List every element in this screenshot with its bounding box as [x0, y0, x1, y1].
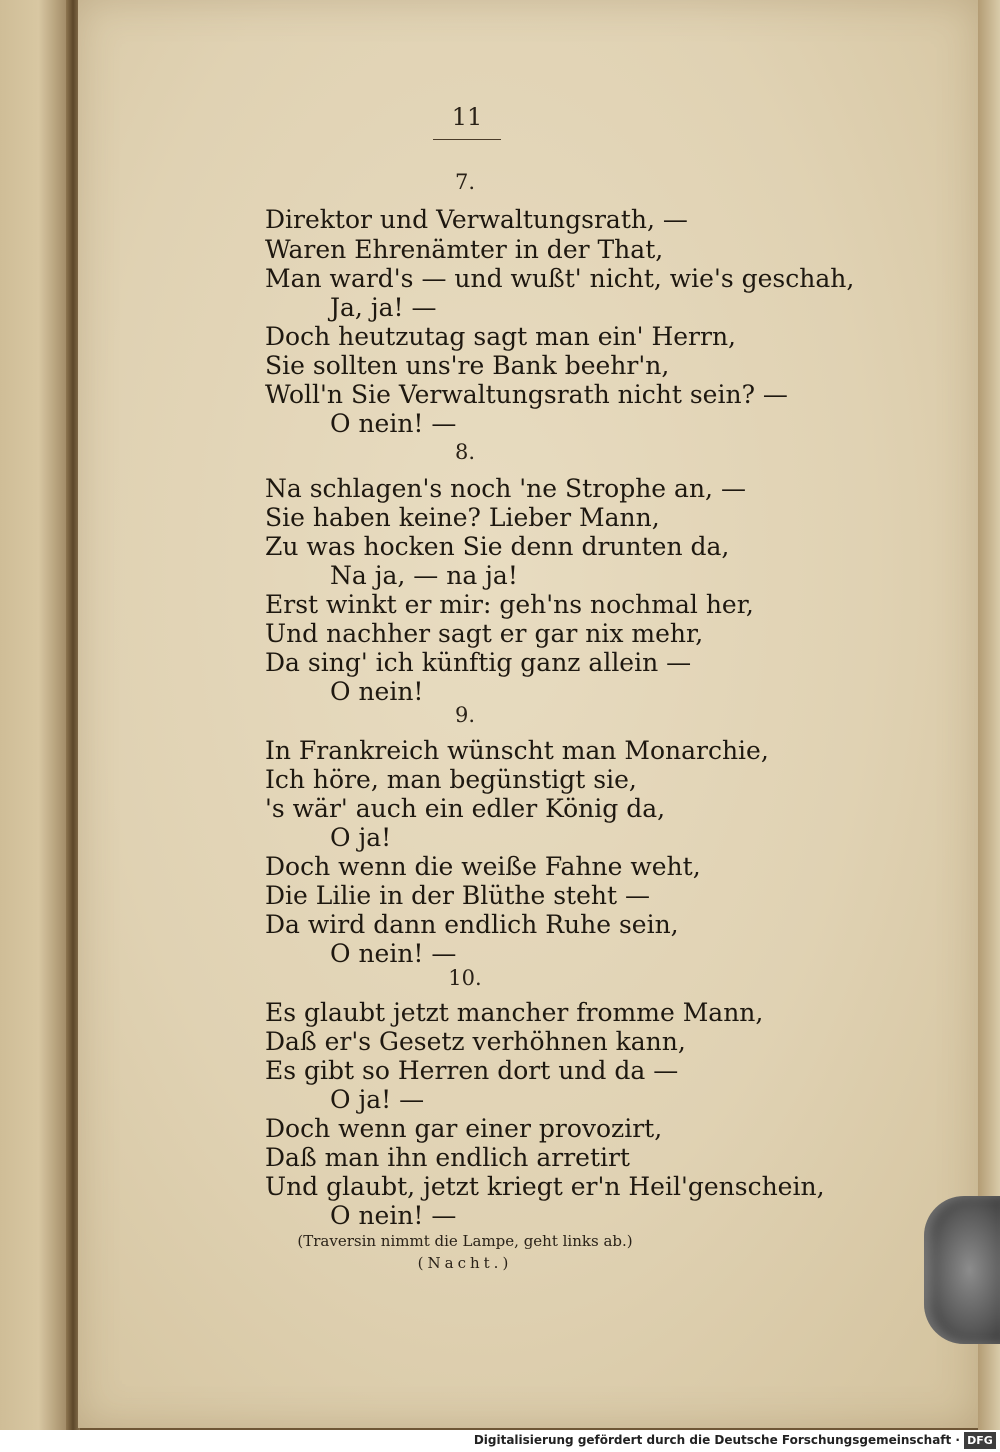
verse-line: Na ja, — na ja! — [330, 561, 518, 590]
verse-line: Es gibt so Herren dort und da — — [265, 1056, 679, 1085]
verse-line: Da sing' ich künftig ganz allein — — [265, 648, 692, 677]
funding-notice: Digitalisierung gefördert durch die Deutsche Forschungsgemeinschaft · — [473, 1433, 960, 1447]
verse-line: O ja! — [330, 823, 392, 852]
verse-line: Erst winkt er mir: geh'ns nochmal her, — [265, 590, 754, 619]
verse-line: O nein! — — [330, 1201, 457, 1230]
verse-line: Und nachher sagt er gar nix mehr, — [265, 619, 704, 648]
left-page-edge — [0, 0, 70, 1430]
verse-line: Ich höre, man begünstigt sie, — [265, 765, 637, 794]
verse-line: Die Lilie in der Blüthe steht — — [265, 881, 650, 910]
verse-line: In Frankreich wünscht man Monarchie, — [265, 736, 769, 765]
verse-line: O nein! — — [330, 939, 457, 968]
verse-line: Waren Ehrenämter in der That, — [265, 235, 664, 264]
verse-line: Ja, ja! — — [330, 293, 437, 322]
verse-line: O nein! — — [330, 409, 457, 438]
stanza-number: 9. — [454, 703, 476, 727]
stanza-number: 10. — [448, 966, 482, 990]
stanza-number: 8. — [454, 440, 476, 464]
verse-line: 's wär' auch ein edler König da, — [265, 794, 666, 823]
verse-line: Na schlagen's noch 'ne Strophe an, — — [265, 474, 746, 503]
verse-line: Doch wenn die weiße Fahne weht, — [265, 852, 701, 881]
page-number-rule — [433, 139, 501, 140]
stanza-number: 7. — [454, 170, 476, 194]
stage-direction: (Traversin nimmt die Lampe, geht links ab.) — [297, 1232, 633, 1250]
verse-line: Sie haben keine? Lieber Mann, — [265, 503, 660, 532]
verse-line: Doch heutzutag sagt man ein' Herrn, — [265, 322, 737, 351]
page-number: 11 — [451, 103, 483, 131]
verse-line: O nein! — [330, 677, 424, 706]
verse-line: Direktor und Verwaltungsrath, — — [265, 205, 688, 234]
dfg-logo: DFG — [964, 1432, 996, 1449]
verse-line: Man ward's — und wußt' nicht, wie's geschah, — [265, 264, 855, 293]
verse-line: O ja! — — [330, 1085, 425, 1114]
curtain-note: (Nacht.) — [417, 1254, 513, 1272]
verse-line: Da wird dann endlich Ruhe sein, — [265, 910, 679, 939]
verse-line: Sie sollten uns're Bank beehr'n, — [265, 351, 670, 380]
verse-line: Daß er's Gesetz verhöhnen kann, — [265, 1027, 686, 1056]
verse-line: Daß man ihn endlich arretirt — [265, 1143, 630, 1172]
footer-bar — [0, 1430, 1000, 1452]
verse-line: Woll'n Sie Verwaltungsrath nicht sein? — — [265, 380, 788, 409]
book-clamp — [924, 1196, 1000, 1344]
verse-line: Doch wenn gar einer provozirt, — [265, 1114, 663, 1143]
verse-line: Zu was hocken Sie denn drunten da, — [265, 532, 730, 561]
verse-line: Und glaubt, jetzt kriegt er'n Heil'genschein, — [265, 1172, 825, 1201]
verse-line: Es glaubt jetzt mancher fromme Mann, — [265, 998, 764, 1027]
